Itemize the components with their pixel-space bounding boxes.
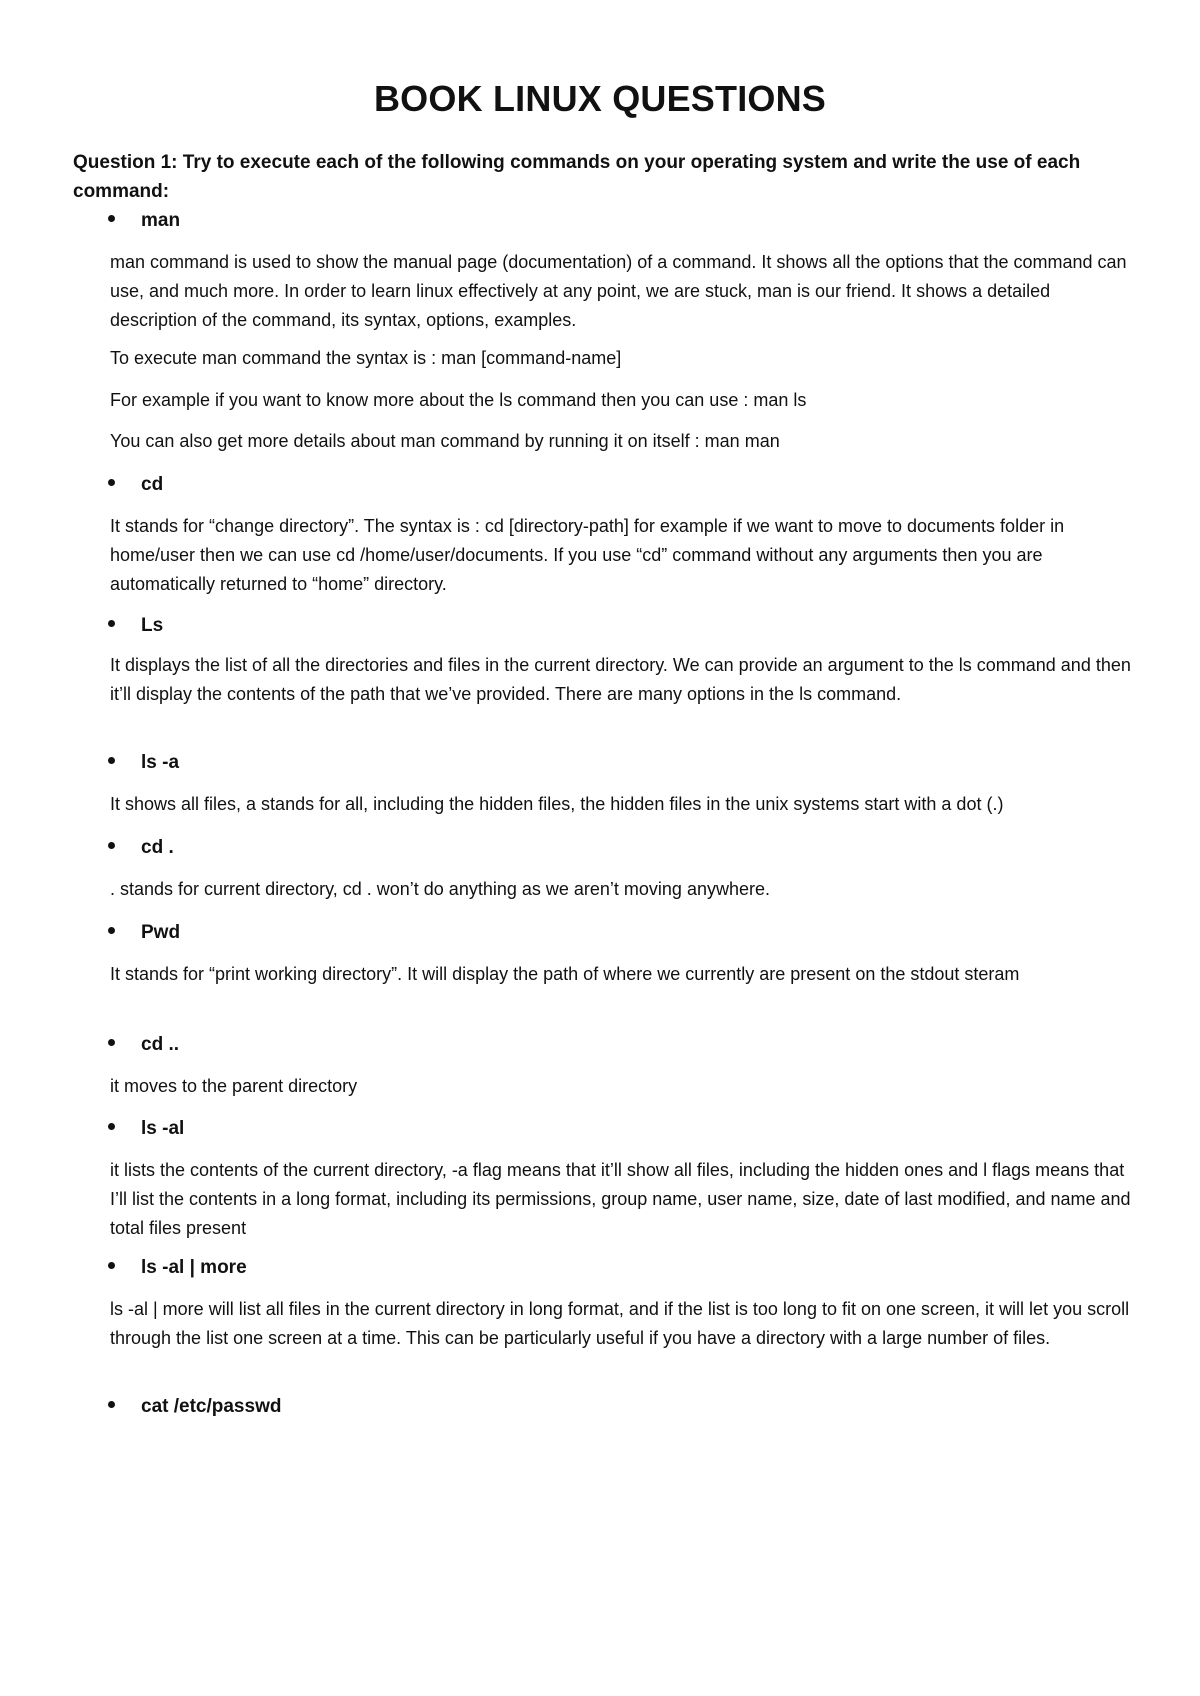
bullet-icon xyxy=(108,1262,115,1269)
bullet-item-pwd xyxy=(108,918,180,947)
bullet-item-ls-al xyxy=(108,1114,184,1143)
paragraph: . stands for current directory, cd . won’t do anything as we aren’t moving anywhere. xyxy=(110,879,770,899)
command-label: man xyxy=(141,210,181,231)
command-label: ls -al xyxy=(141,1118,185,1139)
paragraph: ls -al | more will list all files in the current directory in long format, and if the list is too long to fit on one screen, it will let you scroll through the list one screen at a time. This can be particularly useful if you have a directory with a large number of files. xyxy=(110,1299,1130,1348)
command-label: Ls xyxy=(141,615,164,636)
bullet-item-cat-passwd xyxy=(108,1392,281,1421)
paragraph: It shows all files, a stands for all, including the hidden files, the hidden files in the unix systems start with a dot (.) xyxy=(110,794,1004,814)
paragraph: It stands for “print working directory”. It will display the path of where we currently are present on the stdout steram xyxy=(110,964,1020,984)
bullet-item-ls xyxy=(108,611,163,640)
command-label: cd .. xyxy=(141,1034,180,1055)
command-label: ls -a xyxy=(141,752,180,773)
command-label: cd xyxy=(141,474,164,495)
paragraph: It stands for “change directory”. The syntax is : cd [directory-path] for example if we want to move to documents folder in home/user then we can use cd /home/user/documents. If you use “cd” command without any arguments then you are automatically returned to “home” directory. xyxy=(110,516,1065,594)
bullet-item-cd xyxy=(108,470,163,499)
bullet-icon xyxy=(108,620,115,627)
paragraph: it moves to the parent directory xyxy=(110,1076,358,1096)
bullet-item-man xyxy=(108,206,180,235)
bullet-icon xyxy=(108,1039,115,1046)
bullet-item-cd-dotdot xyxy=(108,1030,179,1059)
bullet-icon xyxy=(108,215,115,222)
bullet-item-ls-al-more xyxy=(108,1253,247,1282)
question-prompt: Question 1: Try to execute each of the following commands on your operating system and write the use of each command: xyxy=(73,152,1081,202)
command-label: cat /etc/passwd xyxy=(141,1396,282,1417)
command-label: cd . xyxy=(141,837,174,858)
paragraph: it lists the contents of the current directory, -a flag means that it’ll show all files, including the hidden ones and l flags means that I’ll list the contents in a long format, including its permissions, group name, user name, size, date of last modified, and name and total files present xyxy=(110,1160,1131,1238)
paragraph: man command is used to show the manual page (documentation) of a command. It shows all the options that the command can use, and much more. In order to learn linux effectively at any point, we are stuck, man is our friend. It shows a detailed description of the command, its syntax, options, examples. xyxy=(110,252,1127,330)
bullet-icon xyxy=(108,757,115,764)
bullet-icon xyxy=(108,927,115,934)
bullet-item-cd-dot xyxy=(108,833,174,862)
bullet-icon xyxy=(108,479,115,486)
paragraph: To execute man command the syntax is : man [command-name] xyxy=(110,348,622,368)
command-label: Pwd xyxy=(141,922,181,943)
paragraph: You can also get more details about man command by running it on itself : man man xyxy=(110,431,780,451)
bullet-item-ls-a xyxy=(108,748,179,777)
bullet-icon xyxy=(108,842,115,849)
command-label: ls -al | more xyxy=(141,1257,247,1278)
bullet-icon xyxy=(108,1401,115,1408)
paragraph: For example if you want to know more about the ls command then you can use : man ls xyxy=(110,390,807,410)
page-title: BOOK LINUX QUESTIONS xyxy=(373,78,827,119)
bullet-icon xyxy=(108,1123,115,1130)
paragraph: It displays the list of all the directories and files in the current directory. We can provide an argument to the ls command and then it’ll display the contents of the path that we’ve provided. There are many options in the ls command. xyxy=(110,655,1131,704)
